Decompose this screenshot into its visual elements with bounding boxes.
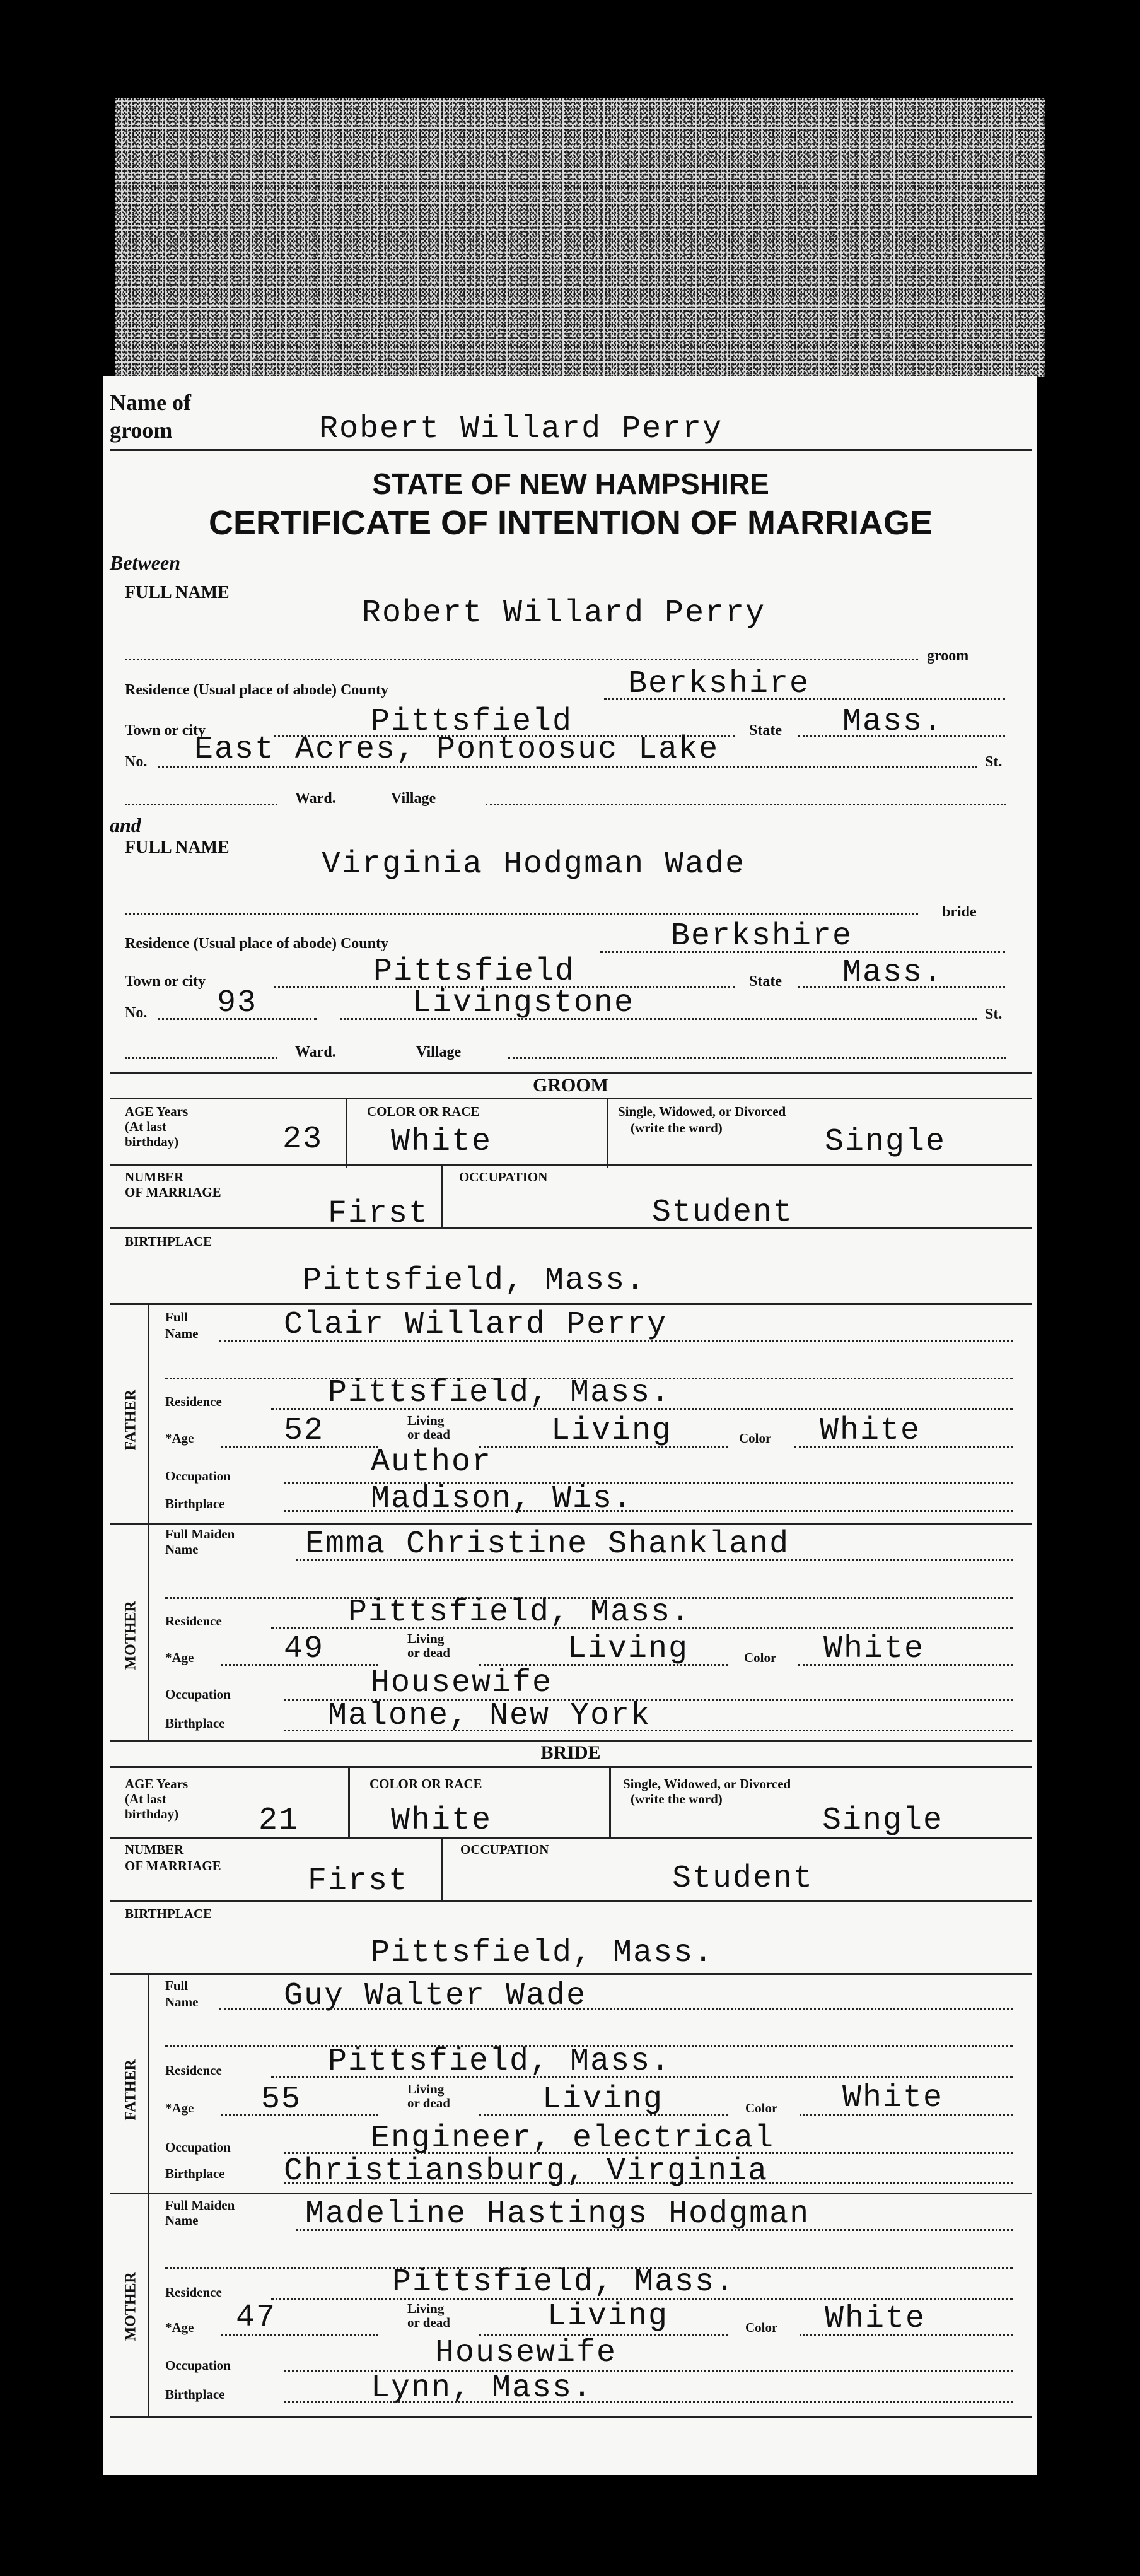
bride-father-age: 55 [261,2081,302,2117]
bride-village-label: Village [416,1044,462,1060]
groom-mother-birthplace: Malone, New York [328,1698,651,1734]
groom-residence-label: Residence (Usual place of abode) County [125,682,388,698]
groom-section-heading: GROOM [533,1075,608,1096]
bride-mother-maiden-label: Full Maiden [165,2198,235,2213]
bride-mother-living: Living [547,2298,669,2334]
groom-father-full-label: Full [165,1309,189,1325]
groom-state-line [798,735,1005,737]
groom-age-label-3: birthday) [125,1134,179,1149]
bride-town-label: Town or city [125,973,206,990]
groom-status-label-1: Single, Widowed, or Divorced [618,1104,786,1119]
and-label: and [110,814,141,836]
groom-father-color-line [794,1446,1013,1448]
groom-mother-vrule [148,1523,149,1741]
bride-number: 93 [217,985,258,1021]
bride-father-color-label: Color [745,2100,778,2116]
groom-number-label-1: NUMBER [125,1169,184,1185]
groom-state: Mass. [842,704,944,740]
bride-state-line [798,986,1005,988]
bride-mother-birthplace: Lynn, Mass. [371,2370,593,2406]
groom-mother-age-label: *Age [165,1650,194,1665]
groom-mother-residence-label: Residence [165,1613,222,1629]
groom-age-label-1: AGE Years [125,1104,189,1119]
groom-street: East Acres, Pontoosuc Lake [194,732,719,768]
groom-mother-residence-line [271,1627,1013,1629]
groom-mother-label: MOTHER [122,1601,139,1670]
bride-age-label-2: (At last [125,1791,166,1806]
groom-father-age-label: *Age [165,1431,194,1446]
bride-section-heading: BRIDE [540,1742,601,1763]
groom-county-line [604,698,1005,700]
groom-full-name: Robert Willard Perry [362,595,766,631]
bride-state: Mass. [842,955,944,991]
groom-village-label: Village [391,790,436,807]
bride-father-birthplace-label: Birthplace [165,2166,225,2181]
groom-mother-living-label-1: Living [407,1631,445,1646]
bride-mother-bottom-rule [110,2416,1032,2418]
groom-number-divider [441,1164,443,1229]
bride-father-birthplace-line [284,2182,1013,2184]
bride-status: Single [822,1803,944,1839]
groom-mother-name-label: Name [165,1542,199,1557]
bride-section-top-rule [110,1740,1032,1742]
groom-color-divider [607,1098,608,1168]
bride-county-line [600,951,1005,953]
groom-mother-birthplace-line [284,1730,1013,1731]
bride-father-living-label-2: or dead [407,2095,450,2111]
groom-mother-maiden-label: Full Maiden [165,1526,235,1542]
groom-status-label-2: (write the word) [631,1120,723,1135]
bride-mother-color-label: Color [745,2320,778,2335]
bride-mother-residence: Pittsfield, Mass. [392,2264,736,2300]
groom-mother-age: 49 [284,1631,325,1667]
state-heading: STATE OF NEW HAMPSHIRE [372,467,769,500]
groom-row2-rule [110,1227,1032,1229]
bride-father-vrule [148,1973,149,2194]
groom-mother-occupation-label: Occupation [165,1687,231,1702]
groom-ward-label: Ward. [295,790,336,807]
groom-father-name: Clair Willard Perry [284,1307,668,1343]
groom-mother-color: White [823,1631,925,1667]
groom-birthplace: Pittsfield, Mass. [303,1263,646,1299]
bride-father-name-label: Name [165,1994,199,2010]
bride-age-label-1: AGE Years [125,1776,189,1791]
groom-mother-age-line [221,1664,378,1666]
groom-mother-living: Living [567,1631,689,1667]
bride-mother-birthplace-label: Birthplace [165,2387,225,2402]
groom-status: Single [825,1124,946,1160]
groom-number-label-2: OF MARRIAGE [125,1185,221,1200]
bride-ward-line [125,1057,277,1059]
groom-father-vrule [148,1303,149,1524]
certificate-title: CERTIFICATE OF INTENTION OF MARRIAGE [209,504,933,542]
between-label: Between [110,551,180,574]
bride-mother-color-line [800,2334,1013,2336]
name-of-groom-label-2: groom [110,418,173,443]
groom-mother-birthplace-label: Birthplace [165,1716,225,1731]
bride-mother-name-label: Name [165,2213,199,2228]
bride-mother-name-line [296,2229,1013,2231]
bride-mother-residence-label: Residence [165,2285,222,2300]
bride-father-residence-label: Residence [165,2063,222,2078]
groom-father-living: Living [551,1413,673,1449]
bride-father-occupation: Engineer, electrical [371,2121,775,2157]
bride-no-label: No. [125,1005,148,1021]
bride-father-birthplace: Christiansburg, Virginia [284,2153,769,2189]
bride-section-heading-rule [110,1766,1032,1768]
bride-father-residence: Pittsfield, Mass. [328,2044,672,2080]
bride-age: 21 [259,1803,300,1839]
bride-number-label-1: NUMBER [125,1842,184,1857]
bride-father-full-label: Full [165,1978,189,1993]
groom-father-residence: Pittsfield, Mass. [328,1375,672,1411]
bride-state-label: State [749,973,782,990]
groom-father-name-label: Name [165,1326,199,1341]
groom-father-bottom-rule [110,1523,1032,1525]
bride-age-divider [348,1766,350,1838]
groom-no-label: No. [125,754,148,770]
groom-village-line [486,804,1006,805]
bride-mother-occupation-label: Occupation [165,2358,231,2373]
bride-ward-label: Ward. [295,1044,336,1060]
groom-color-label: COLOR OR RACE [367,1104,480,1119]
bride-color-divider [609,1766,611,1838]
groom-mother-residence: Pittsfield, Mass. [348,1595,692,1630]
bride-mother-name: Madeline Hastings Hodgman [305,2196,810,2232]
header-rule [110,449,1032,451]
bride-father-living-line [479,2114,728,2116]
bride-father-living-label-1: Living [407,2081,445,2097]
groom-county: Berkshire [628,666,810,702]
groom-marriage-number: First [328,1196,429,1232]
groom-mother-living-label-2: or dead [407,1645,450,1660]
bride-father-occupation-label: Occupation [165,2140,231,2155]
bride-age-label-3: birthday) [125,1806,179,1822]
name-of-groom-value: Robert Willard Perry [319,411,723,447]
groom-word: groom [927,648,969,664]
groom-father-age-line [221,1446,378,1448]
groom-father-color-label: Color [739,1431,772,1446]
groom-mother-name: Emma Christine Shankland [305,1526,790,1562]
bride-row3-rule [110,1973,1032,1975]
groom-ward-line [125,804,277,805]
bride-mother-vrule [148,2193,149,2417]
bride-status-label-2: (write the word) [631,1791,723,1806]
groom-mother-occupation: Housewife [371,1665,553,1701]
bride-father-name-line [219,2008,1013,2010]
bride-row1-rule [110,1837,1032,1839]
groom-mother-name-line [296,1559,1013,1561]
bride-mother-occupation: Housewife [435,2335,617,2371]
groom-section-top-rule [110,1072,1032,1074]
groom-age: 23 [282,1121,323,1157]
bride-father-name: Guy Walter Wade [284,1978,587,2014]
groom-father-birthplace: Madison, Wis. [371,1481,634,1517]
name-of-groom-label: Name of [110,390,191,415]
bride-mother-living-label-1: Living [407,2301,445,2316]
groom-age-label-2: (At last [125,1119,166,1134]
groom-state-label: State [749,722,782,739]
bride-father-residence-line [271,2076,1013,2078]
groom-row3-rule [110,1303,1032,1305]
bride-occupation-label: OCCUPATION [460,1842,549,1857]
groom-mother-color-label: Color [744,1650,777,1665]
groom-town-label: Town or city [125,722,206,739]
groom-father-birthplace-line [284,1510,1013,1512]
groom-father-occupation-label: Occupation [165,1468,231,1484]
groom-birthplace-label: BIRTHPLACE [125,1234,212,1249]
bride-mother-age: 47 [236,2300,277,2336]
groom-father-name-line [219,1340,1013,1342]
groom-color: White [391,1124,492,1160]
bride-color: White [391,1803,492,1839]
groom-section-heading-rule [110,1098,1032,1099]
scan-noise-strip [115,98,1045,377]
bride-father-label: FATHER [122,2059,139,2121]
groom-street-line [158,766,977,768]
bride-word: bride [942,904,977,920]
bride-birthplace: Pittsfield, Mass. [371,1935,714,1971]
groom-father-occupation: Author [371,1444,492,1480]
bride-birthplace-label: BIRTHPLACE [125,1906,212,1921]
bride-row2-rule [110,1900,1032,1902]
bride-full-name: Virginia Hodgman Wade [322,846,746,882]
bride-mother-living-label-2: or dead [407,2315,450,2330]
bride-name-line [125,913,918,915]
groom-father-living-label-1: Living [407,1413,445,1428]
bride-street-line [340,1018,977,1020]
bride-occupation: Student [672,1861,814,1897]
groom-st-label: St. [985,754,1003,770]
bride-father-bottom-rule [110,2193,1032,2194]
bride-marriage-number: First [308,1863,409,1899]
bride-residence-label: Residence (Usual place of abode) County [125,935,388,952]
bride-father-living: Living [542,2081,664,2117]
bride-father-age-line [221,2114,378,2116]
groom-age-divider [346,1098,347,1168]
bride-county: Berkshire [671,918,853,954]
bride-full-name-label: FULL NAME [125,838,230,857]
bride-number-label-2: OF MARRIAGE [125,1858,221,1873]
groom-row1-rule [110,1164,1032,1166]
groom-full-name-label: FULL NAME [125,583,230,602]
groom-father-living-label-2: or dead [407,1427,450,1442]
groom-father-birthplace-label: Birthplace [165,1496,225,1511]
groom-town: Pittsfield [371,704,573,740]
bride-father-color: White [842,2080,944,2116]
bride-father-color-line [800,2114,1013,2116]
bride-st-label: St. [985,1006,1003,1022]
bride-mother-label: MOTHER [122,2272,139,2341]
bride-number-line [158,1018,317,1020]
bride-mother-birthplace-line [284,2401,1013,2403]
groom-father-residence-label: Residence [165,1394,222,1409]
groom-father-living-line [479,1446,728,1448]
groom-occupation: Student [652,1195,794,1231]
bride-number-divider [441,1837,443,1901]
bride-status-label-1: Single, Widowed, or Divorced [623,1776,791,1791]
groom-mother-color-line [798,1664,1013,1666]
bride-town: Pittsfield [373,954,576,990]
groom-father-residence-line [271,1408,1013,1410]
groom-name-line [125,659,918,660]
bride-father-age-label: *Age [165,2100,194,2116]
groom-father-age: 52 [284,1413,325,1449]
bride-mother-age-line [221,2334,378,2336]
bride-mother-color: White [825,2301,926,2337]
bride-color-label: COLOR OR RACE [369,1776,482,1791]
groom-occupation-label: OCCUPATION [459,1169,548,1185]
bride-village-line [508,1057,1006,1059]
groom-father-color: White [820,1413,921,1449]
bride-mother-age-label: *Age [165,2320,194,2335]
groom-father-label: FATHER [122,1390,139,1451]
bride-street: Livingstone [412,985,635,1021]
